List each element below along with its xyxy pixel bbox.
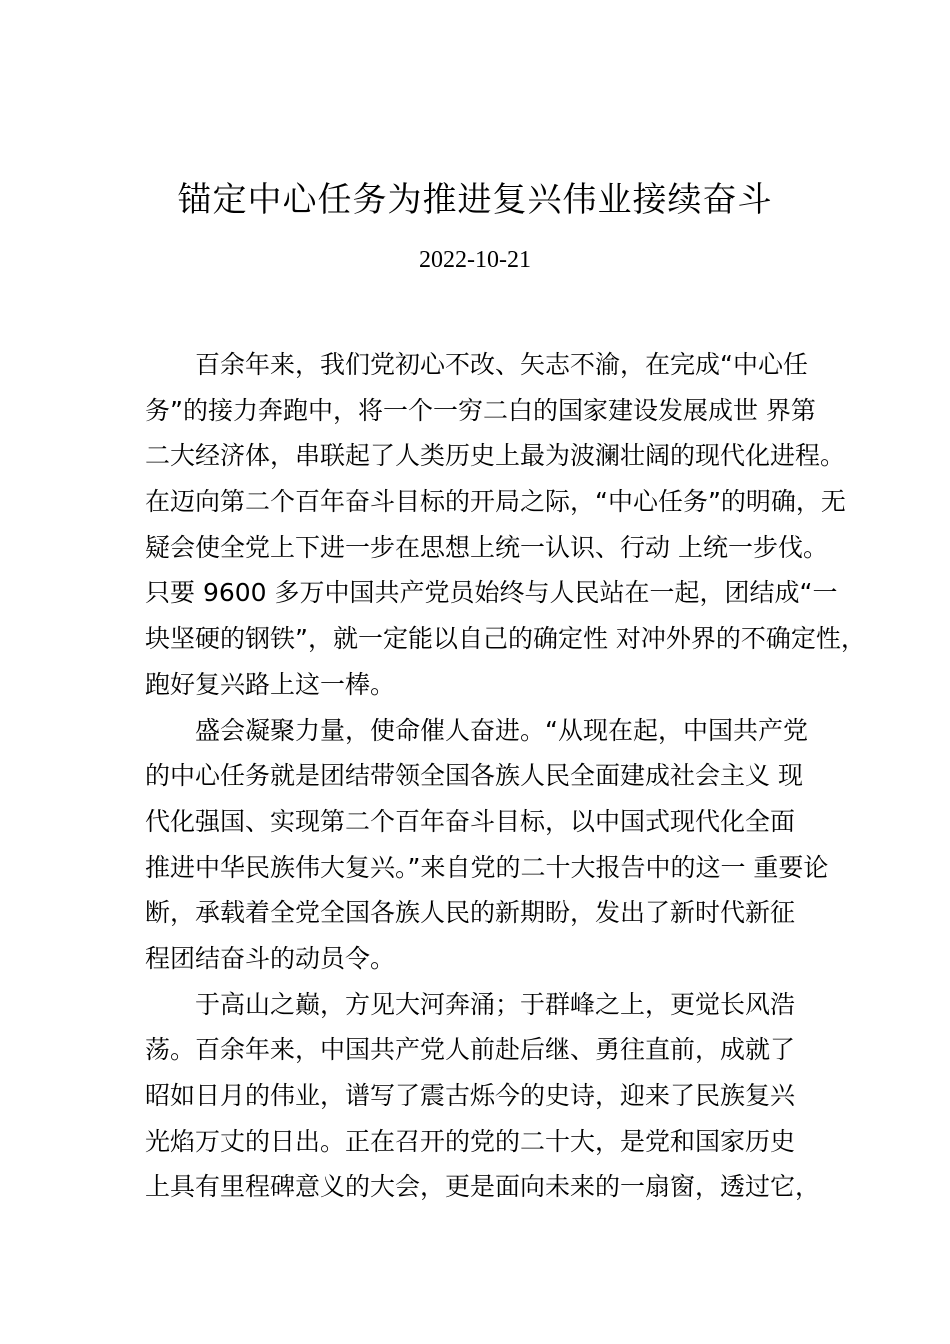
paragraph-line: 昭如日月的伟业，谱写了震古烁今的史诗，迎来了民族复兴 <box>145 1081 796 1110</box>
article-date: 2022-10-21 <box>419 247 531 273</box>
article-body <box>145 342 865 1210</box>
article-title: 锚定中心任务为推进复兴伟业接续奋斗 <box>177 180 773 220</box>
paragraph-line: 推进中华民族伟大复兴。”来自党的二十大报告中的这一 重要论 <box>145 852 829 882</box>
paragraph-line: 光焰万丈的日出。正在召开的党的二十大，是党和国家历史 <box>145 1126 796 1156</box>
paragraph-line: 上具有里程碑意义的大会，更是面向未来的一扇窗，透过它， <box>145 1172 821 1202</box>
paragraph-line: 百余年来，我们党初心不改、矢志不渝，在完成“中心任 <box>195 350 808 379</box>
paragraph-line: 在迈向第二个百年奋斗目标的开局之际，“中心任务”的明确，无 <box>145 487 846 517</box>
paragraph-1 <box>145 342 865 708</box>
paragraph-line: 只要 9600 多万中国共产党员始终与人民站在一起，团结成“一 <box>145 578 838 608</box>
paragraph-line: 跑好复兴路上这一棒。 <box>145 669 396 699</box>
paragraph-line: 块坚硬的钢铁”，就一定能以自己的确定性 对冲外界的不确定性， <box>145 624 866 654</box>
paragraph-3 <box>145 982 865 1210</box>
paragraph-line: 于高山之巅，方见大河奔涌；于群峰之上，更觉长风浩 <box>195 989 796 1019</box>
paragraph-2 <box>145 708 865 982</box>
paragraph-line: 荡。百余年来，中国共产党人前赴后继、勇往直前，成就了 <box>145 1035 796 1065</box>
paragraph-line: 疑会使全党上下进一步在思想上统一认识、行动 上统一步伐。 <box>145 532 828 562</box>
paragraph-line: 断，承载着全党全国各族人民的新期盼，发出了新时代新征 <box>145 898 796 928</box>
paragraph-line: 务”的接力奔跑中，将一个一穷二白的国家建设发展成世 界第 <box>145 395 816 425</box>
paragraph-line: 盛会凝聚力量，使命催人奋进。“从现在起，中国共产党 <box>195 715 808 745</box>
paragraph-line: 程团结奋斗的动员令。 <box>145 943 396 973</box>
paragraph-line: 代化强国、实现第二个百年奋斗目标，以中国式现代化全面 <box>145 806 796 836</box>
paragraph-line: 的中心任务就是团结带领全国各族人民全面建成社会主义 现 <box>145 761 803 791</box>
paragraph-line: 二大经济体，串联起了人类历史上最为波澜壮阔的现代化进程。 <box>145 441 846 471</box>
